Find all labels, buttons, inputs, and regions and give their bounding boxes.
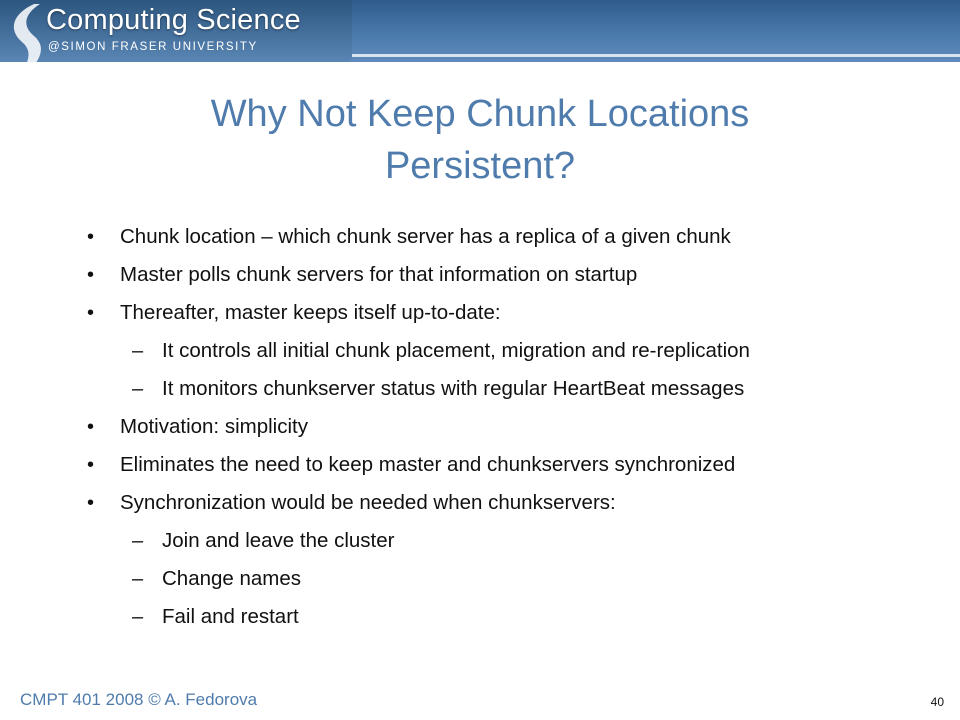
bullet-dot-icon: •: [87, 264, 95, 286]
bullet-dot-icon: •: [87, 492, 95, 514]
bullet-text: Eliminates the need to keep master and chunkservers synchronized: [120, 453, 736, 476]
bullet-item: [87, 488, 616, 518]
slide-title: [130, 88, 830, 192]
en-dash-icon: –: [132, 378, 144, 400]
bullet-item: [87, 260, 638, 290]
en-dash-icon: –: [132, 568, 144, 590]
sub-bullet-item: [132, 564, 302, 594]
bullet-text: Change names: [162, 567, 302, 590]
page-number: 40: [930, 695, 944, 709]
bullet-text: It controls all initial chunk placement, migration and re-replication: [162, 339, 750, 362]
bullet-text: Chunk location – which chunk server has a replica of a given chunk: [120, 225, 731, 248]
slide-title-line-2: Persistent?: [384, 145, 576, 187]
sub-bullet-item: [132, 336, 750, 366]
sub-bullet-item: [132, 602, 299, 632]
sub-bullet-item: [132, 374, 745, 404]
header-divider: [352, 54, 960, 57]
bullet-dot-icon: •: [87, 416, 95, 438]
bullet-item: [87, 412, 308, 442]
bullet-dot-icon: •: [87, 302, 95, 324]
sub-bullet-item: [132, 526, 395, 556]
en-dash-icon: –: [132, 530, 144, 552]
bullet-text: It monitors chunkserver status with regular HeartBeat messages: [162, 377, 745, 400]
bullet-text: Synchronization would be needed when chunkservers:: [120, 491, 616, 514]
bullet-text: Motivation: simplicity: [120, 415, 308, 438]
bullet-item: [87, 222, 731, 252]
en-dash-icon: –: [132, 606, 144, 628]
brand-title: Computing Science: [46, 4, 301, 36]
bullet-text: Master polls chunk servers for that information on startup: [120, 263, 638, 286]
bullet-item: [87, 298, 501, 328]
en-dash-icon: –: [132, 340, 144, 362]
bullet-text: Thereafter, master keeps itself up-to-date:: [120, 301, 501, 324]
bullet-text: Join and leave the cluster: [162, 529, 395, 552]
brand-subtitle: @SIMON FRASER UNIVERSITY: [48, 41, 258, 53]
slide-title-line-1: Why Not Keep Chunk Locations: [210, 93, 750, 135]
footer-course: CMPT 401 2008 © A. Fedorova: [20, 690, 258, 709]
bullet-text: Fail and restart: [162, 605, 299, 628]
bullet-dot-icon: •: [87, 226, 95, 248]
bullet-item: [87, 450, 736, 480]
bullet-dot-icon: •: [87, 454, 95, 476]
